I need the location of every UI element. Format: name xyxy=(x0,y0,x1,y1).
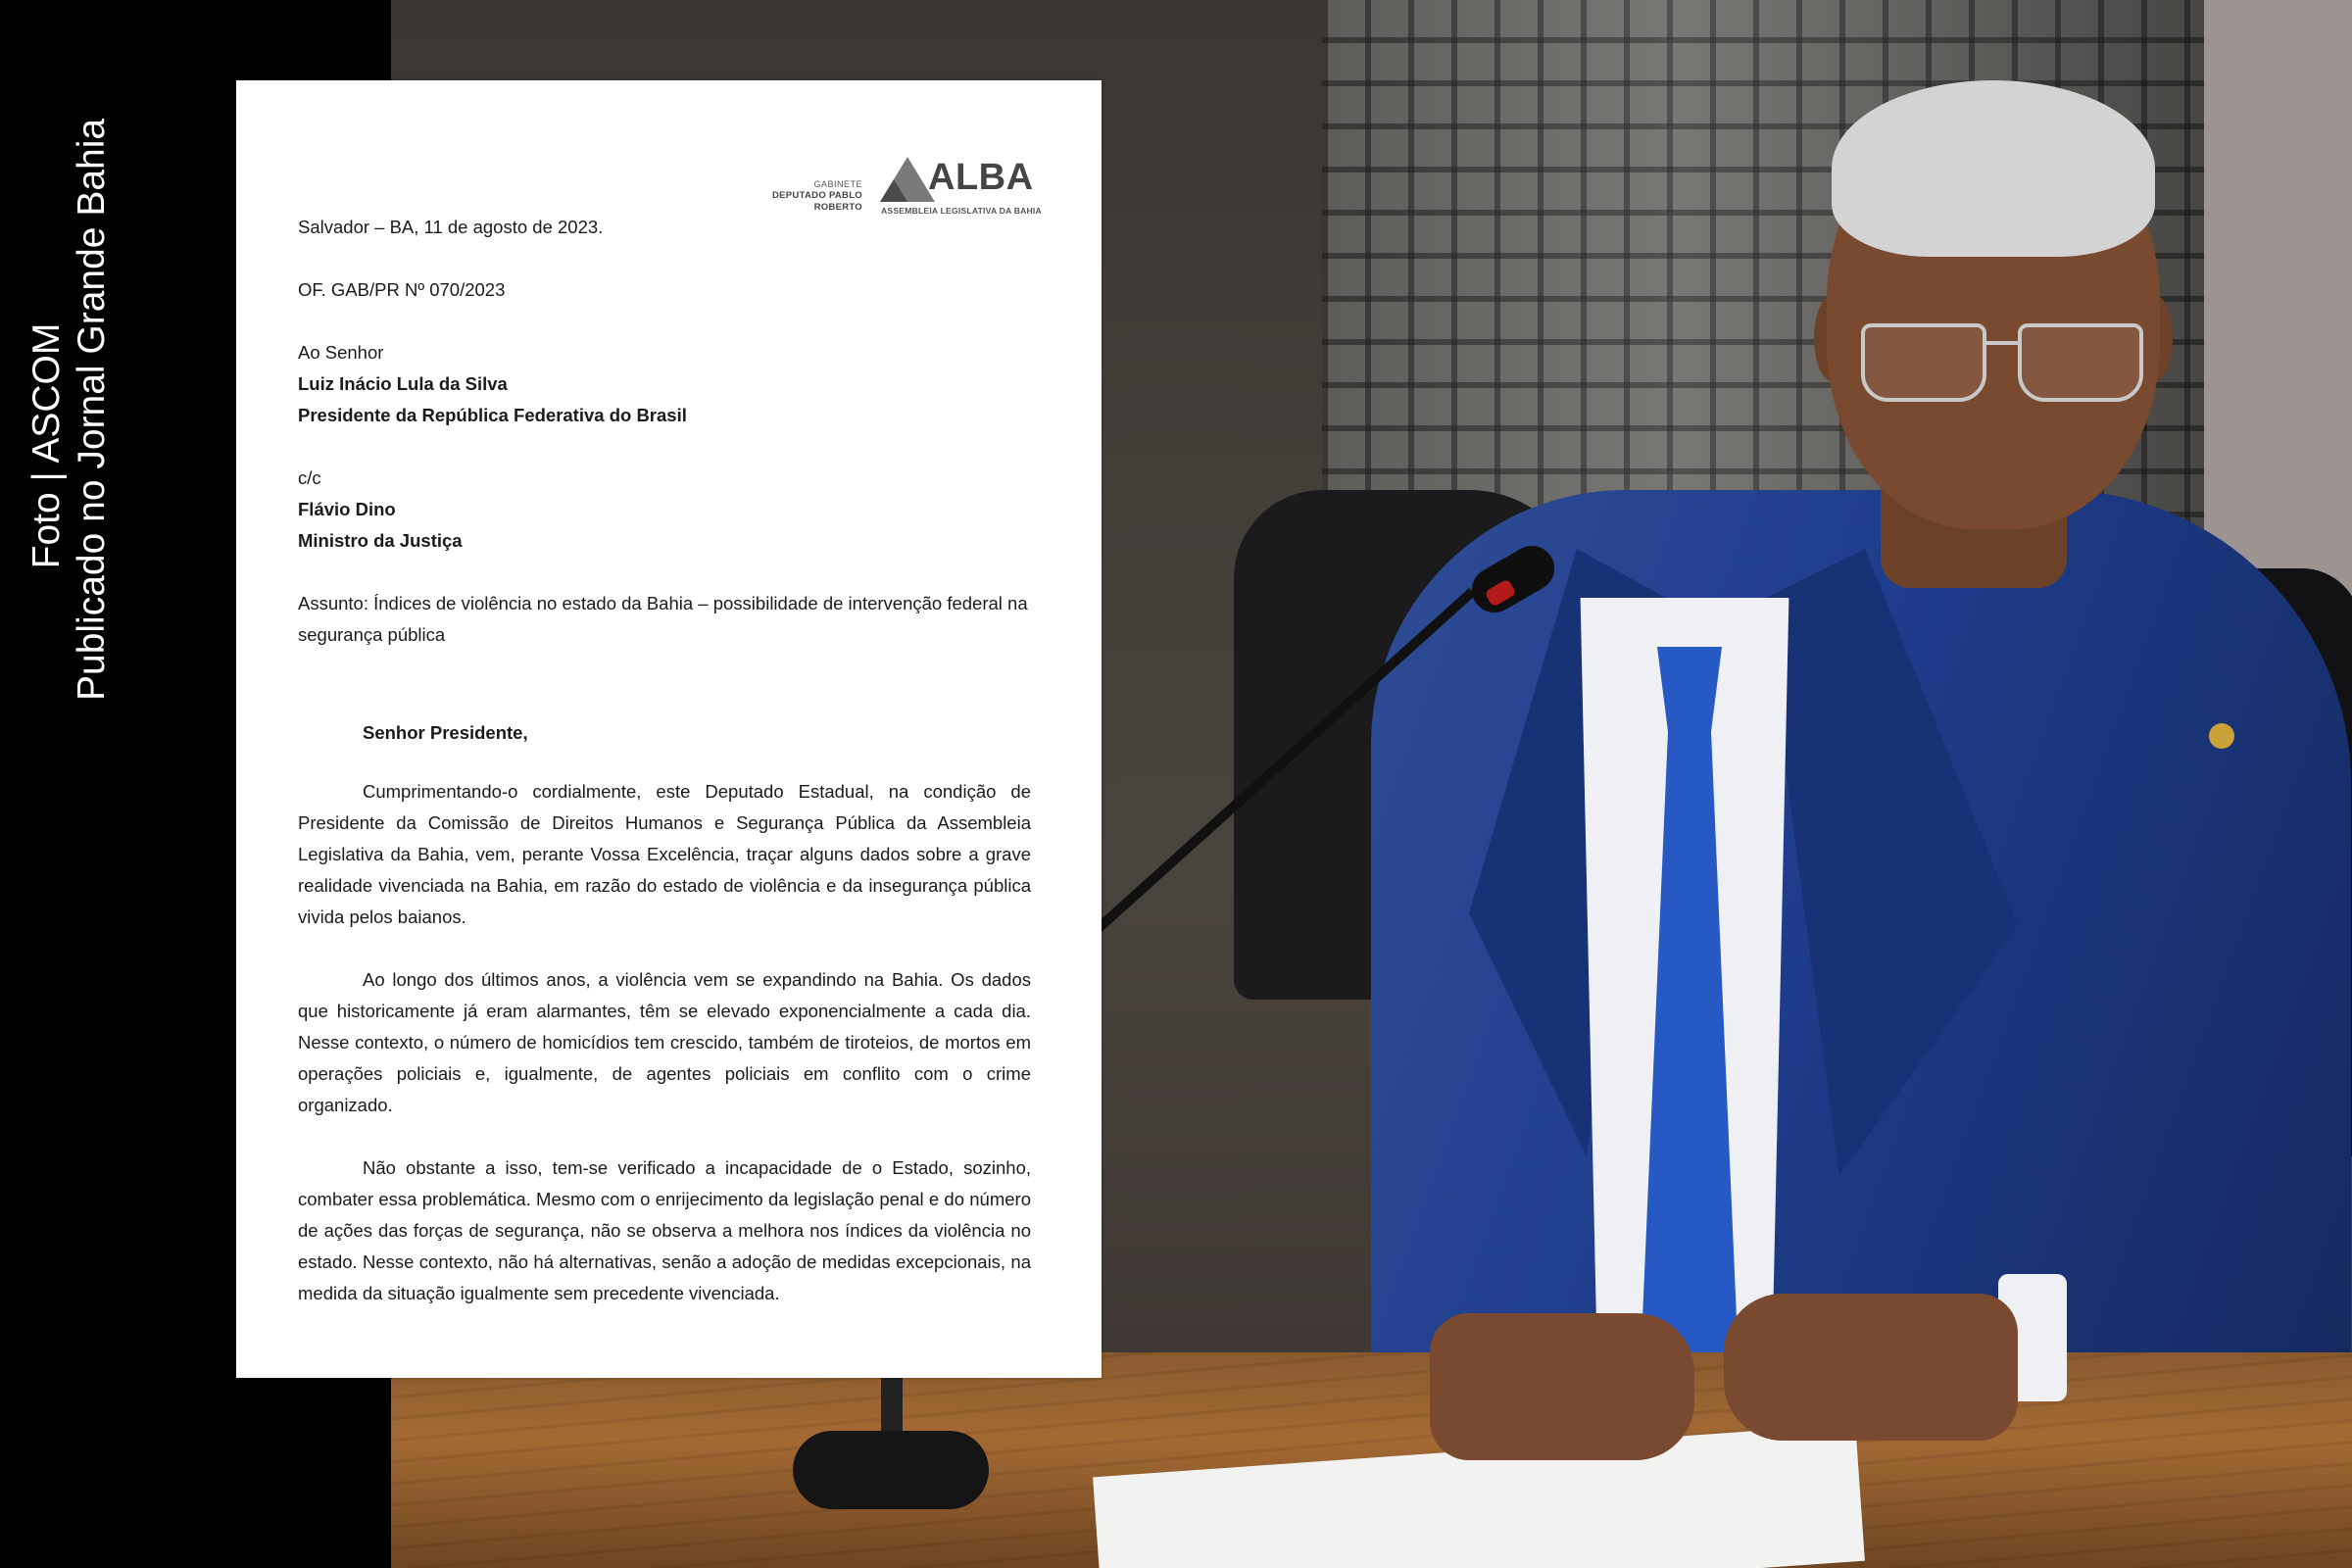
deputy-name-label: DEPUTADO PABLO ROBERTO xyxy=(772,190,862,213)
photo-credit xyxy=(24,118,230,701)
alba-wordmark: ALBA xyxy=(928,157,1034,198)
hair xyxy=(1832,80,2155,257)
assembly-label: ASSEMBLEIA LEGISLATIVA DA BAHIA xyxy=(881,206,1042,216)
recipient-title: Presidente da República Federativa do Brasil xyxy=(298,405,687,425)
salutation: Senhor Presidente, xyxy=(363,722,528,743)
hand-left xyxy=(1430,1313,1694,1460)
microphone-base xyxy=(793,1431,989,1509)
photo-credit-line-2: Publicado no Jornal Grande Bahia xyxy=(71,118,113,701)
glasses-bridge xyxy=(1983,341,2018,345)
cabinet-word: GABINETE xyxy=(813,179,862,189)
paragraph-2: Ao longo dos últimos anos, a violência vem se expandindo na Bahia. Os dados que historicamente já eram alarmantes, têm se elevado exponencialmente a cada dia. Nesse contexto, o número de homicídios tem crescido, também de tiroteios, de mortos em operações policiais e, igualmente, de agentes policiais em conflito com o crime organizado. xyxy=(298,969,1031,1115)
alba-triangle-icon xyxy=(880,157,935,202)
reference-number: OF. GAB/PR Nº 070/2023 xyxy=(298,279,506,300)
cc-label: c/c xyxy=(298,467,321,488)
recipient-name: Luiz Inácio Lula da Silva xyxy=(298,373,508,394)
to-label: Ao Senhor xyxy=(298,342,384,363)
glasses-lens-right xyxy=(2018,323,2143,402)
subject-line: Assunto: Índices de violência no estado da Bahia – possibilidade de intervenção federal na segurança pública xyxy=(298,593,1028,645)
alba-logo xyxy=(738,151,1042,220)
cc-title: Ministro da Justiça xyxy=(298,530,463,551)
paragraph-1: Cumprimentando-o cordialmente, este Deputado Estadual, na condição de Presidente da Comissão de Direitos Humanos e Segurança Pública da Assembleia Legislativa da Bahia, vem, perante Vossa Excelência, traçar alguns dados sobre a grave realidade vivenciada na Bahia, em razão do estado de violência e da insegurança pública vivida pelos baianos. xyxy=(298,781,1031,927)
paragraph-3: Não obstante a isso, tem-se verificado a incapacidade de o Estado, sozinho, combater essa problemática. Mesmo com o enrijecimento da legislação penal e do número de ações das forças de segurança, não se observa a melhora nos índices da violência no estado. Nesse contexto, não há alternativas, senão a adoção de medidas excepcionais, na medida da situação igualmente sem precedente vivenciada. xyxy=(298,1157,1031,1303)
place-date: Salvador – BA, 11 de agosto de 2023. xyxy=(298,217,604,237)
glasses xyxy=(1861,323,2145,412)
glasses-lens-left xyxy=(1861,323,1986,402)
lapel-pin xyxy=(2209,723,2234,749)
official-letter-page xyxy=(236,80,1102,1378)
photo-credit-line-1: Foto | ASCOM xyxy=(25,322,68,569)
hand-right xyxy=(1724,1294,2018,1441)
cabinet-label xyxy=(738,178,862,214)
cc-name: Flávio Dino xyxy=(298,499,396,519)
